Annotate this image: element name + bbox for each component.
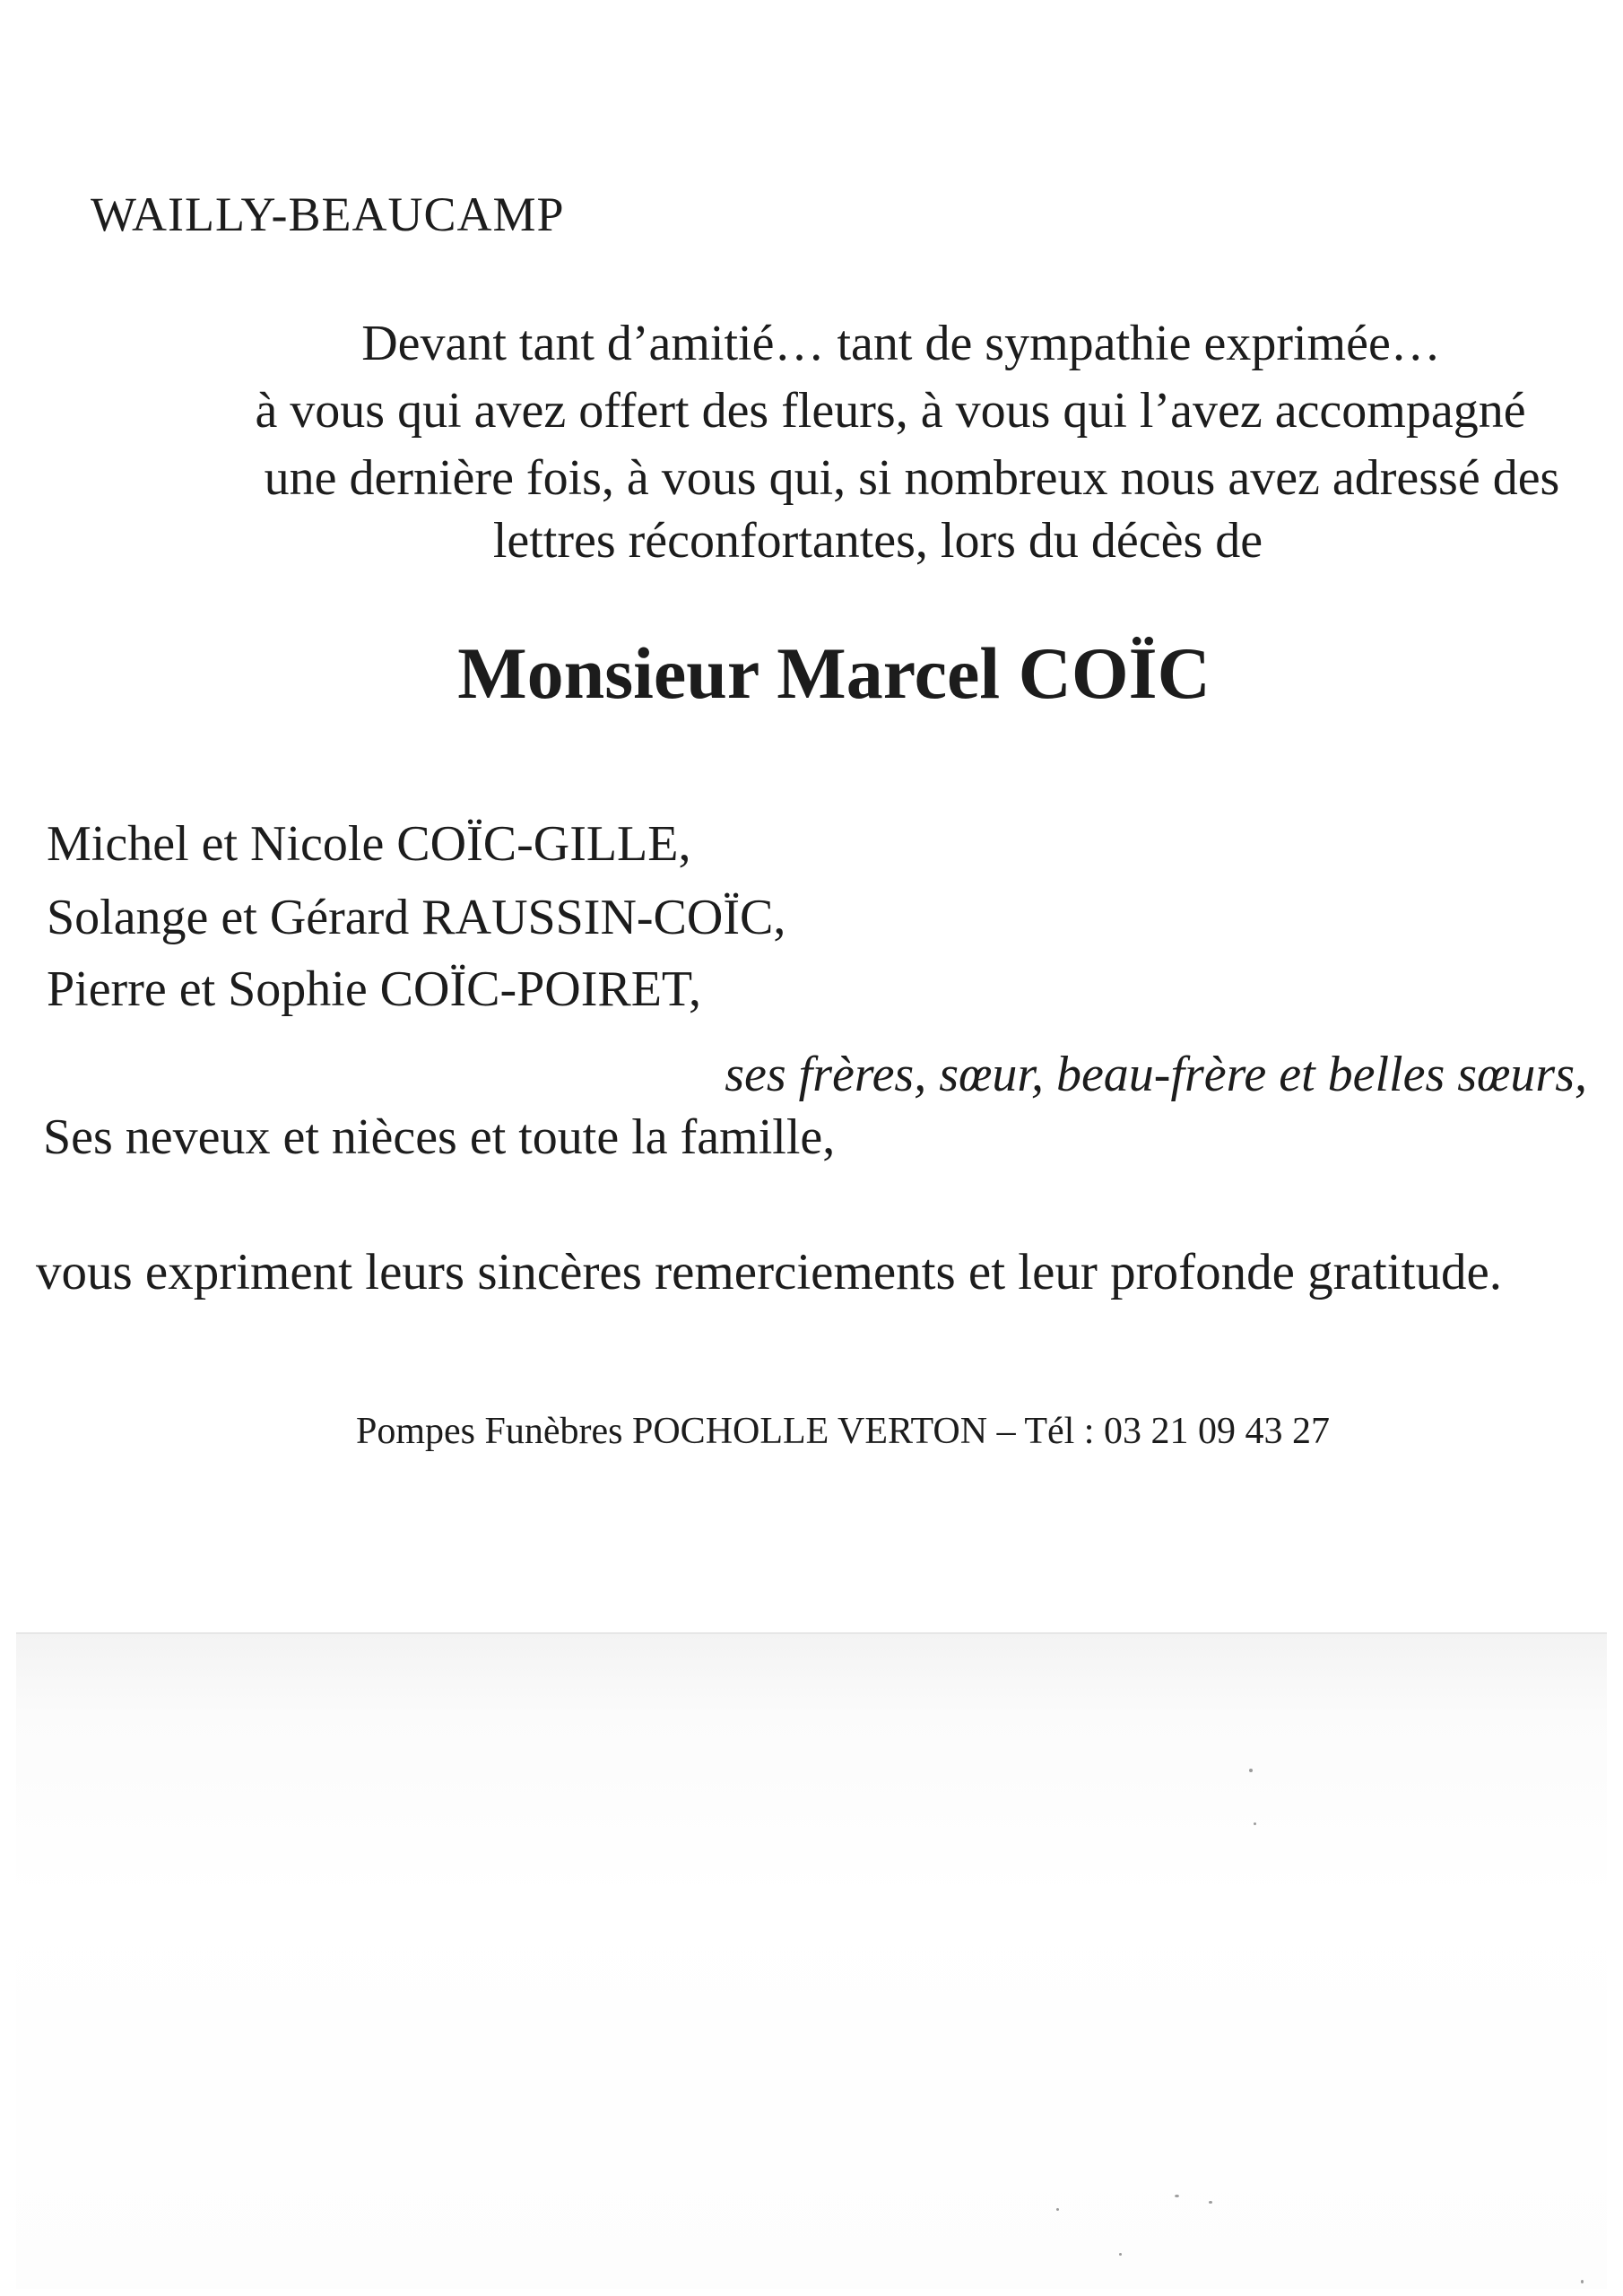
thanks-statement: vous expriment leurs sincères remerciements et leur profonde gratitude. — [36, 1244, 1502, 1300]
blank-scan-area — [16, 1632, 1607, 2289]
scan-speck — [1119, 2253, 1122, 2256]
scan-speck — [1254, 1822, 1256, 1825]
family-line-2: Solange et Gérard RAUSSIN-COÏC, — [47, 890, 786, 945]
scan-speck — [1581, 2280, 1584, 2283]
scan-speck — [1056, 2208, 1059, 2211]
scan-speck — [1249, 1769, 1253, 1772]
intro-line-3: une dernière fois, à vous qui, si nombreux nous avez adressé des — [264, 450, 1560, 506]
intro-line-1: Devant tant d’amitié… tant de sympathie exprimée… — [361, 316, 1441, 371]
family-line-3: Pierre et Sophie COÏC-POIRET, — [47, 961, 701, 1017]
family-line-1: Michel et Nicole COÏC-GILLE, — [47, 816, 691, 872]
intro-line-2: à vous qui avez offert des fleurs, à vous qui l’avez accompagné — [255, 383, 1526, 439]
location-heading: WAILLY-BEAUCAMP — [91, 187, 565, 241]
scan-speck — [1175, 2195, 1179, 2197]
deceased-name: Monsieur Marcel COÏC — [457, 632, 1211, 714]
intro-line-4: lettres réconfortantes, lors du décès de — [492, 513, 1263, 569]
family-relation-line: ses frères, sœur, beau-frère et belles sœurs, — [725, 1047, 1587, 1102]
funeral-home-footer: Pompes Funèbres POCHOLLE VERTON – Tél : 03 21 09 43 27 — [356, 1411, 1330, 1452]
scan-speck — [1209, 2201, 1212, 2204]
extended-family-line: Ses neveux et nièces et toute la famille, — [43, 1109, 836, 1165]
